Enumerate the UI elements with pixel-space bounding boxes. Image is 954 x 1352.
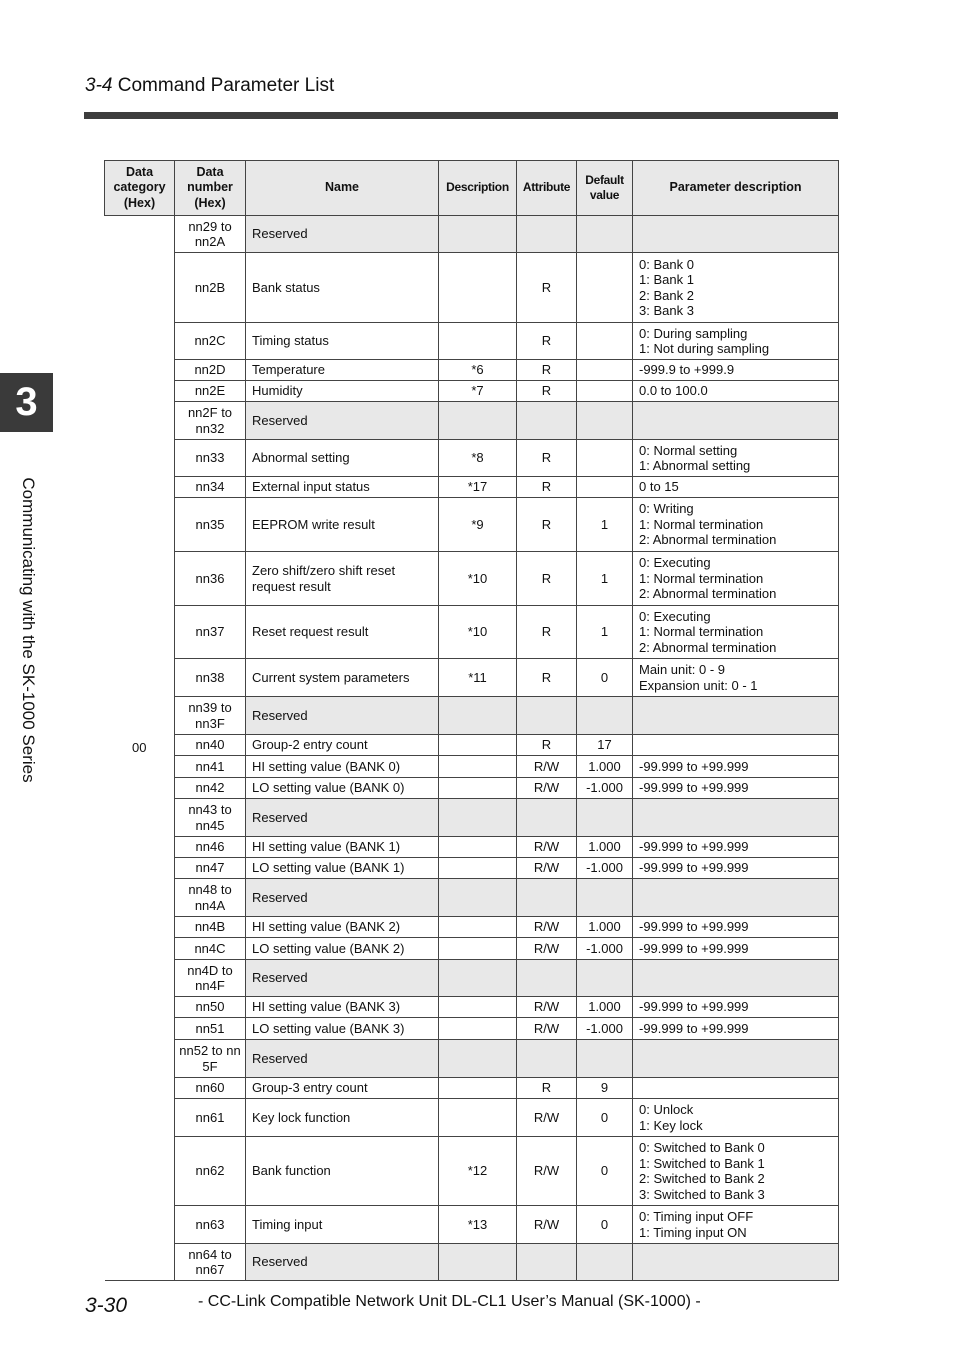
parameter-description-cell: 0: During sampling 1: Not during sampling bbox=[633, 323, 839, 360]
default-value-cell: 1 bbox=[577, 606, 633, 659]
default-value-cell: 0 bbox=[577, 1137, 633, 1206]
table-row-reserved bbox=[105, 402, 839, 440]
parameter-description-cell: -99.999 to +99.999 bbox=[633, 858, 839, 879]
data-number-cell: nn2D bbox=[175, 360, 246, 381]
table-row bbox=[105, 381, 839, 402]
attribute-cell: R bbox=[517, 360, 577, 381]
table-row bbox=[105, 778, 839, 799]
default-value-cell: 1.000 bbox=[577, 917, 633, 938]
parameter-description-cell: 0: Switched to Bank 0 1: Switched to Bank 1 2: Switched to Bank 2 3: Switched to Bank 3 bbox=[633, 1137, 839, 1206]
attribute-cell: R/W bbox=[517, 1206, 577, 1244]
attribute-cell: R bbox=[517, 1078, 577, 1099]
name-cell: Reserved bbox=[246, 879, 439, 917]
table-row bbox=[105, 1137, 839, 1206]
name-cell: Zero shift/zero shift reset request result bbox=[246, 552, 439, 606]
table-row bbox=[105, 552, 839, 606]
table-row bbox=[105, 917, 839, 938]
description-cell: *17 bbox=[439, 477, 517, 498]
parameter-description-cell: 0: Writing 1: Normal termination 2: Abnormal termination bbox=[633, 498, 839, 552]
table-row bbox=[105, 997, 839, 1018]
table-row-reserved bbox=[105, 1244, 839, 1281]
table-row bbox=[105, 1018, 839, 1040]
data-number-cell: nn46 bbox=[175, 837, 246, 858]
default-value-cell: 0 bbox=[577, 1206, 633, 1244]
description-cell bbox=[439, 960, 517, 997]
name-cell: Abnormal setting bbox=[246, 440, 439, 477]
parameter-description-cell bbox=[633, 799, 839, 837]
section-heading bbox=[85, 75, 334, 97]
side-label-text: Communicating with the SK-1000 Series bbox=[19, 477, 38, 783]
attribute-cell: R/W bbox=[517, 997, 577, 1018]
parameter-description-cell: 0: Timing input OFF 1: Timing input ON bbox=[633, 1206, 839, 1244]
data-number-cell: nn36 bbox=[175, 552, 246, 606]
data-number-cell: nn47 bbox=[175, 858, 246, 879]
data-number-cell: nn2E bbox=[175, 381, 246, 402]
name-cell: Reset request result bbox=[246, 606, 439, 659]
default-value-cell: 0 bbox=[577, 1099, 633, 1137]
description-cell: *8 bbox=[439, 440, 517, 477]
name-cell: Timing status bbox=[246, 323, 439, 360]
name-cell: Reserved bbox=[246, 1040, 439, 1078]
attribute-cell bbox=[517, 799, 577, 837]
default-value-cell: -1.000 bbox=[577, 778, 633, 799]
attribute-cell: R/W bbox=[517, 917, 577, 938]
description-cell bbox=[439, 735, 517, 756]
description-cell bbox=[439, 1099, 517, 1137]
attribute-cell bbox=[517, 1244, 577, 1281]
name-cell: Bank status bbox=[246, 253, 439, 323]
attribute-cell: R/W bbox=[517, 778, 577, 799]
data-number-cell: nn51 bbox=[175, 1018, 246, 1040]
data-category-cell: 00 bbox=[105, 216, 175, 1281]
attribute-cell: R/W bbox=[517, 837, 577, 858]
name-cell: Group-2 entry count bbox=[246, 735, 439, 756]
name-cell: EEPROM write result bbox=[246, 498, 439, 552]
description-cell bbox=[439, 1078, 517, 1099]
attribute-cell: R bbox=[517, 381, 577, 402]
description-cell bbox=[439, 1244, 517, 1281]
description-cell bbox=[439, 216, 517, 253]
name-cell: Group-3 entry count bbox=[246, 1078, 439, 1099]
parameter-description-cell bbox=[633, 216, 839, 253]
default-value-cell: 1.000 bbox=[577, 997, 633, 1018]
attribute-cell: R bbox=[517, 253, 577, 323]
attribute-cell: R/W bbox=[517, 1137, 577, 1206]
default-value-cell: 17 bbox=[577, 735, 633, 756]
name-cell: Reserved bbox=[246, 799, 439, 837]
table-row-reserved bbox=[105, 697, 839, 735]
data-number-cell: nn37 bbox=[175, 606, 246, 659]
table-header-row bbox=[105, 161, 839, 216]
table-row bbox=[105, 323, 839, 360]
name-cell: Reserved bbox=[246, 960, 439, 997]
description-cell bbox=[439, 778, 517, 799]
description-cell bbox=[439, 697, 517, 735]
parameter-description-cell bbox=[633, 402, 839, 440]
data-number-cell: nn4D to nn4F bbox=[175, 960, 246, 997]
page-number: 3-30 bbox=[85, 1294, 128, 1317]
attribute-cell: R bbox=[517, 735, 577, 756]
name-cell: External input status bbox=[246, 477, 439, 498]
attribute-cell bbox=[517, 879, 577, 917]
data-number-cell: nn41 bbox=[175, 756, 246, 778]
description-cell: *12 bbox=[439, 1137, 517, 1206]
table-row bbox=[105, 253, 839, 323]
attribute-cell bbox=[517, 1040, 577, 1078]
attribute-cell: R bbox=[517, 477, 577, 498]
data-number-cell: nn34 bbox=[175, 477, 246, 498]
attribute-cell: R/W bbox=[517, 938, 577, 960]
parameter-description-cell: 0: Unlock 1: Key lock bbox=[633, 1099, 839, 1137]
manual-title: - CC-Link Compatible Network Unit DL-CL1 User’s Manual (SK-1000) - bbox=[198, 1293, 701, 1310]
default-value-cell bbox=[577, 1244, 633, 1281]
table-row bbox=[105, 360, 839, 381]
parameter-description-cell: -99.999 to +99.999 bbox=[633, 756, 839, 778]
parameter-description-cell bbox=[633, 1244, 839, 1281]
table-row-reserved bbox=[105, 799, 839, 837]
name-cell: LO setting value (BANK 0) bbox=[246, 778, 439, 799]
default-value-cell: 1 bbox=[577, 498, 633, 552]
description-cell bbox=[439, 938, 517, 960]
table-row-reserved bbox=[105, 960, 839, 997]
default-value-cell: 9 bbox=[577, 1078, 633, 1099]
table-row-reserved bbox=[105, 1040, 839, 1078]
attribute-cell bbox=[517, 960, 577, 997]
parameter-description-cell: -99.999 to +99.999 bbox=[633, 1018, 839, 1040]
default-value-cell: -1.000 bbox=[577, 858, 633, 879]
table-row bbox=[105, 756, 839, 778]
table-row bbox=[105, 837, 839, 858]
parameter-description-cell bbox=[633, 697, 839, 735]
description-cell: *13 bbox=[439, 1206, 517, 1244]
parameter-description-cell: -99.999 to +99.999 bbox=[633, 837, 839, 858]
description-cell bbox=[439, 1018, 517, 1040]
table-row bbox=[105, 606, 839, 659]
data-number-cell: nn4B bbox=[175, 917, 246, 938]
table-row bbox=[105, 440, 839, 477]
description-cell bbox=[439, 402, 517, 440]
default-value-cell: 1.000 bbox=[577, 837, 633, 858]
default-value-cell bbox=[577, 960, 633, 997]
data-number-cell: nn39 to nn3F bbox=[175, 697, 246, 735]
default-value-cell: 1 bbox=[577, 552, 633, 606]
data-number-cell: nn4C bbox=[175, 938, 246, 960]
name-cell: Current system parameters bbox=[246, 659, 439, 697]
col-header-default: Default value bbox=[577, 161, 633, 216]
description-cell bbox=[439, 756, 517, 778]
default-value-cell bbox=[577, 323, 633, 360]
description-cell bbox=[439, 837, 517, 858]
default-value-cell bbox=[577, 799, 633, 837]
data-number-cell: nn2C bbox=[175, 323, 246, 360]
description-cell bbox=[439, 858, 517, 879]
table-row bbox=[105, 477, 839, 498]
section-title: Command Parameter List bbox=[117, 75, 335, 96]
col-header-name: Name bbox=[246, 161, 439, 216]
description-cell: *9 bbox=[439, 498, 517, 552]
data-number-cell: nn29 to nn2A bbox=[175, 216, 246, 253]
col-header-description: Description bbox=[439, 161, 517, 216]
table-row-reserved bbox=[105, 216, 839, 253]
parameter-description-cell: -99.999 to +99.999 bbox=[633, 938, 839, 960]
table-row bbox=[105, 938, 839, 960]
attribute-cell: R/W bbox=[517, 1018, 577, 1040]
parameter-description-cell bbox=[633, 735, 839, 756]
name-cell: LO setting value (BANK 3) bbox=[246, 1018, 439, 1040]
description-cell: *10 bbox=[439, 552, 517, 606]
table-row bbox=[105, 1078, 839, 1099]
name-cell: Humidity bbox=[246, 381, 439, 402]
name-cell: HI setting value (BANK 2) bbox=[246, 917, 439, 938]
parameter-description-cell: 0: Normal setting 1: Abnormal setting bbox=[633, 440, 839, 477]
attribute-cell bbox=[517, 216, 577, 253]
data-number-cell: nn33 bbox=[175, 440, 246, 477]
data-number-cell: nn62 bbox=[175, 1137, 246, 1206]
col-header-attribute: Attribute bbox=[517, 161, 577, 216]
name-cell: HI setting value (BANK 3) bbox=[246, 997, 439, 1018]
name-cell: Key lock function bbox=[246, 1099, 439, 1137]
description-cell bbox=[439, 799, 517, 837]
attribute-cell: R bbox=[517, 659, 577, 697]
attribute-cell: R bbox=[517, 606, 577, 659]
data-number-cell: nn38 bbox=[175, 659, 246, 697]
description-cell bbox=[439, 1040, 517, 1078]
attribute-cell: R/W bbox=[517, 756, 577, 778]
parameter-description-cell: 0.0 to 100.0 bbox=[633, 381, 839, 402]
description-cell bbox=[439, 997, 517, 1018]
parameter-description-cell: 0: Executing 1: Normal termination 2: Abnormal termination bbox=[633, 606, 839, 659]
data-number-cell: nn48 to nn4A bbox=[175, 879, 246, 917]
default-value-cell bbox=[577, 440, 633, 477]
name-cell: Reserved bbox=[246, 697, 439, 735]
data-number-cell: nn50 bbox=[175, 997, 246, 1018]
table-row bbox=[105, 498, 839, 552]
parameter-description-cell bbox=[633, 879, 839, 917]
description-cell bbox=[439, 917, 517, 938]
default-value-cell bbox=[577, 1040, 633, 1078]
data-number-cell: nn2F to nn32 bbox=[175, 402, 246, 440]
default-value-cell: 0 bbox=[577, 659, 633, 697]
parameter-description-cell: 0 to 15 bbox=[633, 477, 839, 498]
name-cell: HI setting value (BANK 0) bbox=[246, 756, 439, 778]
section-number: 3-4 bbox=[85, 75, 113, 96]
parameter-description-cell bbox=[633, 1078, 839, 1099]
parameter-description-cell: -99.999 to +99.999 bbox=[633, 997, 839, 1018]
description-cell bbox=[439, 879, 517, 917]
default-value-cell: 1.000 bbox=[577, 756, 633, 778]
data-number-cell: nn43 to nn45 bbox=[175, 799, 246, 837]
data-number-cell: nn2B bbox=[175, 253, 246, 323]
data-number-cell: nn60 bbox=[175, 1078, 246, 1099]
name-cell: Timing input bbox=[246, 1206, 439, 1244]
name-cell: Temperature bbox=[246, 360, 439, 381]
table-body bbox=[105, 216, 839, 1281]
col-header-number: Data number (Hex) bbox=[175, 161, 246, 216]
parameter-description-cell: Main unit: 0 - 9 Expansion unit: 0 - 1 bbox=[633, 659, 839, 697]
attribute-cell: R bbox=[517, 440, 577, 477]
default-value-cell bbox=[577, 360, 633, 381]
description-cell: *6 bbox=[439, 360, 517, 381]
table-row bbox=[105, 1206, 839, 1244]
attribute-cell: R/W bbox=[517, 1099, 577, 1137]
default-value-cell bbox=[577, 697, 633, 735]
chapter-tab: 3 bbox=[0, 373, 53, 432]
name-cell: LO setting value (BANK 2) bbox=[246, 938, 439, 960]
description-cell: *11 bbox=[439, 659, 517, 697]
parameter-description-cell: 0: Bank 0 1: Bank 1 2: Bank 2 3: Bank 3 bbox=[633, 253, 839, 323]
data-number-cell: nn40 bbox=[175, 735, 246, 756]
attribute-cell bbox=[517, 697, 577, 735]
title-rule bbox=[84, 112, 838, 119]
name-cell: Reserved bbox=[246, 216, 439, 253]
name-cell: Reserved bbox=[246, 402, 439, 440]
parameter-description-cell bbox=[633, 1040, 839, 1078]
default-value-cell bbox=[577, 381, 633, 402]
data-number-cell: nn64 to nn67 bbox=[175, 1244, 246, 1281]
name-cell: Reserved bbox=[246, 1244, 439, 1281]
attribute-cell: R bbox=[517, 498, 577, 552]
data-number-cell: nn61 bbox=[175, 1099, 246, 1137]
default-value-cell: -1.000 bbox=[577, 938, 633, 960]
attribute-cell: R bbox=[517, 552, 577, 606]
parameter-description-cell: -99.999 to +99.999 bbox=[633, 778, 839, 799]
data-number-cell: nn35 bbox=[175, 498, 246, 552]
attribute-cell: R/W bbox=[517, 858, 577, 879]
default-value-cell bbox=[577, 216, 633, 253]
description-cell: *10 bbox=[439, 606, 517, 659]
parameter-description-cell: -99.999 to +99.999 bbox=[633, 917, 839, 938]
table-row-reserved bbox=[105, 879, 839, 917]
col-header-category: Data category (Hex) bbox=[105, 161, 175, 216]
table-row bbox=[105, 735, 839, 756]
data-number-cell: nn42 bbox=[175, 778, 246, 799]
name-cell: LO setting value (BANK 1) bbox=[246, 858, 439, 879]
default-value-cell: -1.000 bbox=[577, 1018, 633, 1040]
table-row bbox=[105, 858, 839, 879]
name-cell: HI setting value (BANK 1) bbox=[246, 837, 439, 858]
col-header-parameter-description: Parameter description bbox=[633, 161, 839, 216]
table-row bbox=[105, 1099, 839, 1137]
table-row bbox=[105, 659, 839, 697]
attribute-cell bbox=[517, 402, 577, 440]
data-number-cell: nn52 to nn 5F bbox=[175, 1040, 246, 1078]
default-value-cell bbox=[577, 879, 633, 917]
description-cell bbox=[439, 253, 517, 323]
parameter-table bbox=[104, 160, 839, 1281]
parameter-description-cell: 0: Executing 1: Normal termination 2: Abnormal termination bbox=[633, 552, 839, 606]
description-cell bbox=[439, 323, 517, 360]
name-cell: Bank function bbox=[246, 1137, 439, 1206]
default-value-cell bbox=[577, 402, 633, 440]
default-value-cell bbox=[577, 253, 633, 323]
parameter-description-cell bbox=[633, 960, 839, 997]
default-value-cell bbox=[577, 477, 633, 498]
attribute-cell: R bbox=[517, 323, 577, 360]
parameter-description-cell: -999.9 to +999.9 bbox=[633, 360, 839, 381]
description-cell: *7 bbox=[439, 381, 517, 402]
data-number-cell: nn63 bbox=[175, 1206, 246, 1244]
